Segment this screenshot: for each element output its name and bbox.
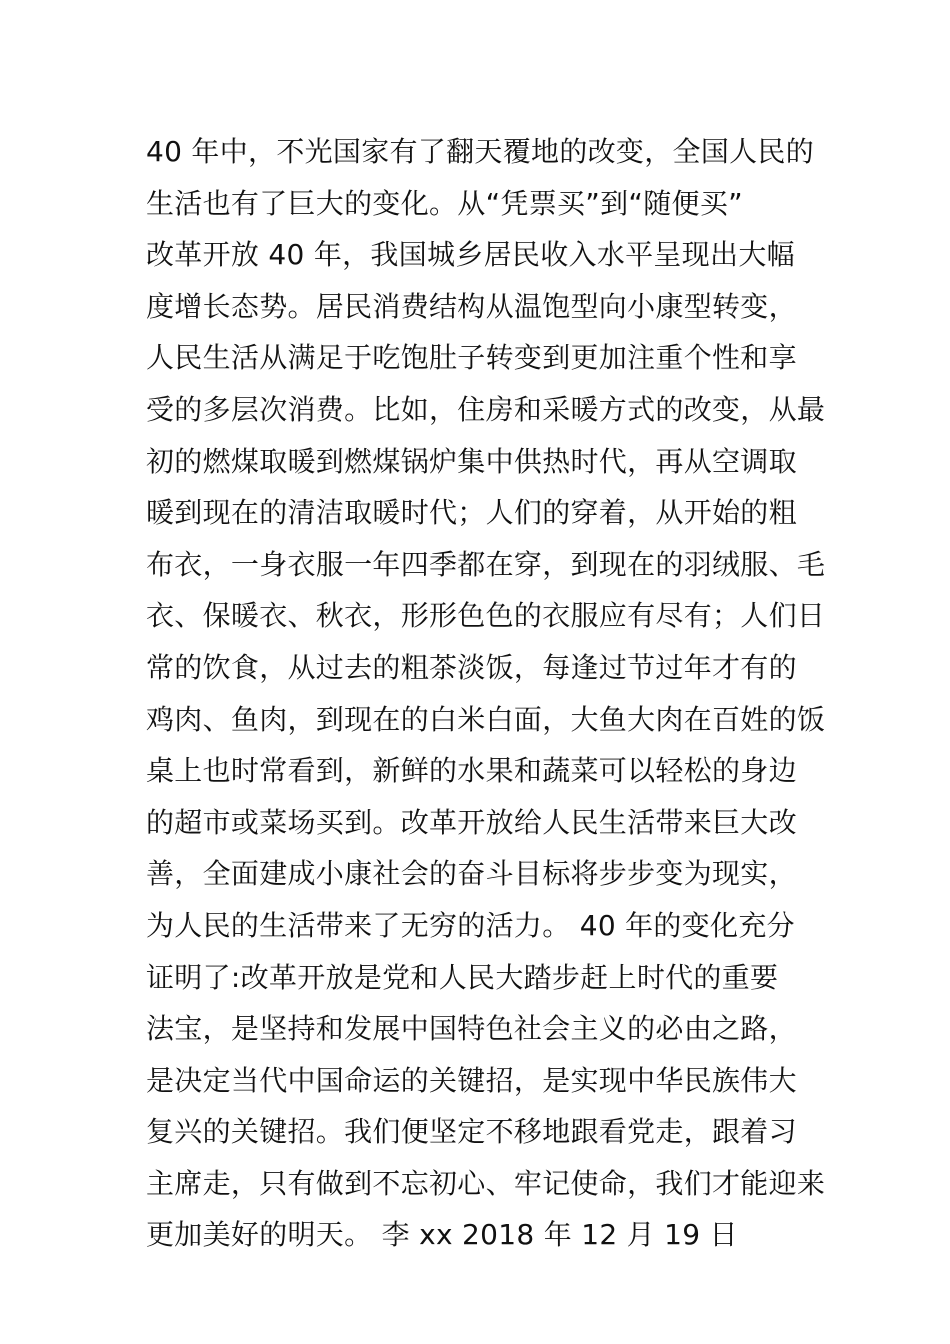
- text-line-8: 暖到现在的清洁取暖时代；人们的穿着，从开始的粗: [146, 496, 797, 530]
- text-line-16: 为人民的生活带来了无穷的活力。 40 年的变化充分: [146, 908, 795, 942]
- text-line-17: 证明了:改革开放是党和人民大踏步赶上时代的重要: [146, 960, 779, 994]
- text-line-15: 善，全面建成小康社会的奋斗目标将步步变为现实，: [146, 857, 797, 891]
- text-line-21: 主席走，只有做到不忘初心、牢记使命，我们才能迎来: [146, 1166, 826, 1200]
- text-line-14: 的超市或菜场买到。改革开放给人民生活带来巨大改: [146, 805, 797, 839]
- body-paragraph: [146, 126, 826, 1261]
- text-line-7: 初的燃煤取暖到燃煤锅炉集中供热时代，再从空调取: [146, 444, 797, 478]
- text-line-1: 40 年中，不光国家有了翻天覆地的改变，全国人民的: [146, 135, 815, 168]
- text-line-12: 鸡肉、鱼肉，到现在的白米白面，大鱼大肉在百姓的饭: [146, 702, 826, 736]
- text-line-19: 是决定当代中国命运的关键招，是实现中华民族伟大: [146, 1063, 797, 1097]
- text-line-5: 人民生活从满足于吃饱肚子转变到更加注重个性和享: [146, 341, 797, 375]
- text-line-20: 复兴的关键招。我们便坚定不移地跟看党走，跟着习: [146, 1115, 797, 1149]
- text-line-3: 改革开放 40 年，我国城乡居民收入水平呈现出大幅: [146, 238, 795, 272]
- text-line-6: 受的多层次消费。比如，住房和采暖方式的改变，从最: [146, 392, 826, 426]
- text-line-signature-date: 更加美好的明天。 李 xx 2018 年 12 月 19 日: [146, 1218, 738, 1252]
- text-line-10: 衣、保暖衣、秋衣，形形色色的衣服应有尽有；人们日: [146, 599, 826, 633]
- text-line-18: 法宝，是坚持和发展中国特色社会主义的必由之路，: [146, 1012, 797, 1046]
- text-line-11: 常的饮食，从过去的粗茶淡饭，每逢过节过年才有的: [146, 650, 797, 684]
- text-line-9: 布衣，一身衣服一年四季都在穿，到现在的羽绒服、毛: [146, 547, 826, 581]
- text-line-4: 度增长态势。居民消费结构从温饱型向小康型转变，: [146, 289, 797, 323]
- text-line-13: 桌上也时常看到，新鲜的水果和蔬菜可以轻松的身边: [146, 754, 797, 788]
- text-line-2: 生活也有了巨大的变化。从“凭票买”到“随便买”: [146, 186, 743, 220]
